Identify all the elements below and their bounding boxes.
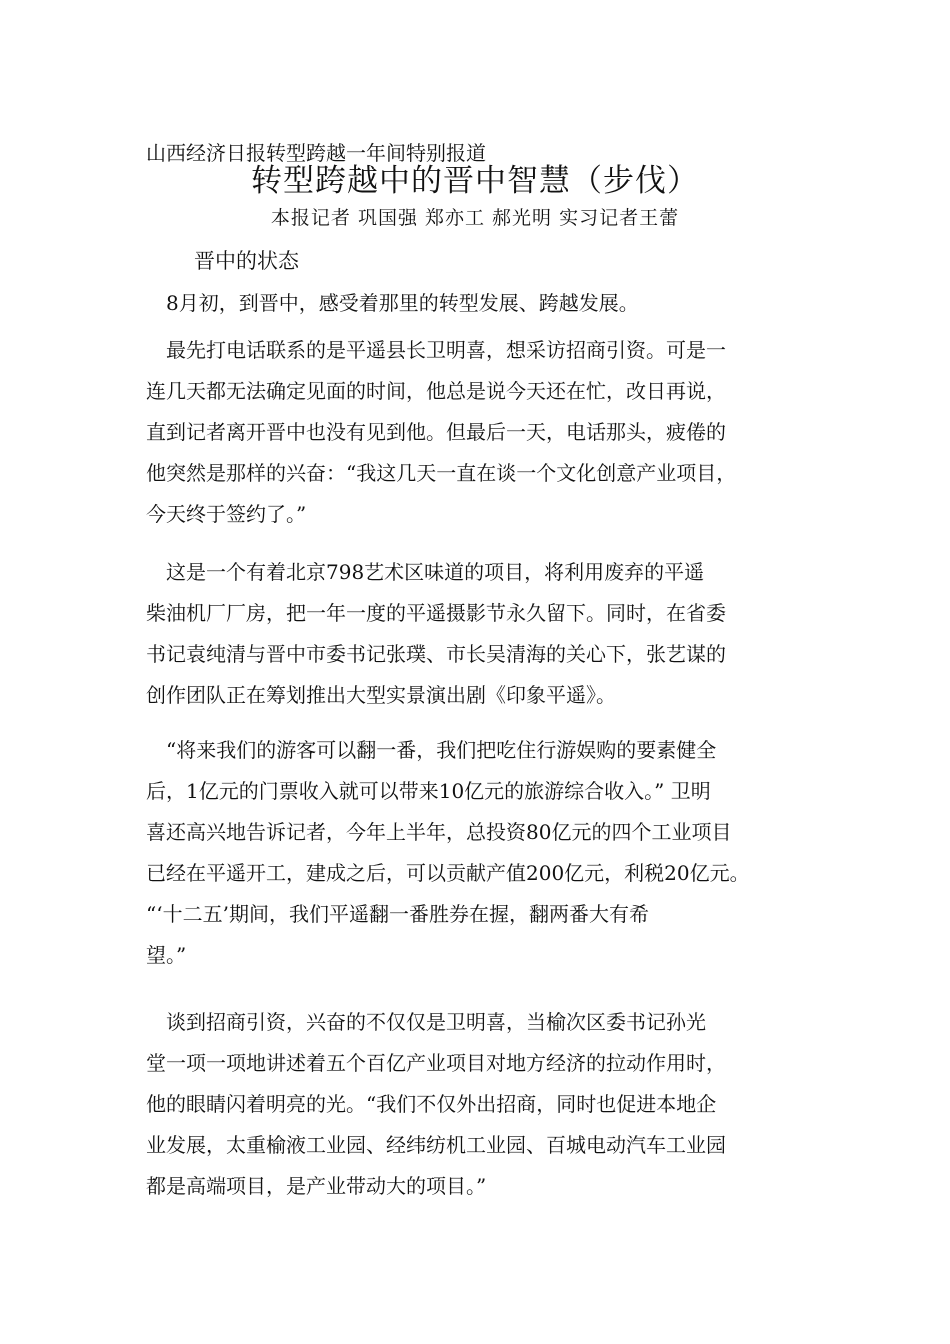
paragraph (146, 283, 808, 324)
paragraph-line: 望。” (146, 943, 187, 967)
paragraph-line: 直到记者离开晋中也没有见到他。但最后一天，电话那头，疲倦的 (146, 420, 726, 444)
paragraph-line: 谈到招商引资，兴奋的不仅仅是卫明喜，当榆次区委书记孙光 (146, 1010, 706, 1034)
paragraph-line: 今天终于签约了。” (146, 502, 307, 526)
paragraph (146, 1002, 808, 1207)
paragraph-line: “‘十二五’期间，我们平遥翻一番胜券在握，翻两番大有希 (146, 902, 649, 926)
paragraph-line: 他突然是那样的兴奋：“我这几天一直在谈一个文化创意产业项目， (146, 461, 737, 485)
paragraph-line: 后，1亿元的门票收入就可以带来10亿元的旅游综合收入。” 卫明 (146, 779, 711, 803)
paragraph (146, 330, 808, 535)
paragraph (146, 552, 808, 716)
paragraph (146, 730, 808, 976)
paragraph-line: 都是高端项目，是产业带动大的项目。” (146, 1174, 487, 1198)
paragraph-line: 已经在平遥开工，建成之后，可以贡献产值200亿元，利税20亿元。 (146, 861, 750, 885)
paragraph-line: 8月初，到晋中，感受着那里的转型发展、跨越发展。 (146, 291, 639, 315)
paragraph-line: 最先打电话联系的是平遥县长卫明喜，想采访招商引资。可是一 (146, 338, 726, 362)
paragraph-line: 连几天都无法确定见面的时间，他总是说今天还在忙，改日再说， (146, 379, 726, 403)
byline: 本报记者 巩国强 郑亦工 郝光明 实习记者王蕾 (270, 207, 680, 229)
series-label: 山西经济日报转型跨越一年间特别报道 (146, 141, 486, 165)
paragraph-line: 堂一项一项地讲述着五个百亿产业项目对地方经济的拉动作用时， (146, 1051, 726, 1075)
section-heading: 晋中的状态 (194, 249, 299, 273)
article-title: 转型跨越中的晋中智慧（步伐） (251, 163, 699, 199)
paragraph-line: 喜还高兴地告诉记者，今年上半年，总投资80亿元的四个工业项目 (146, 820, 732, 844)
paragraph-line: “将来我们的游客可以翻一番，我们把吃住行游娱购的要素健全 (146, 738, 717, 762)
paragraph-line: 创作团队正在筹划推出大型实景演出剧《印象平遥》。 (146, 683, 616, 707)
paragraph-line: 他的眼睛闪着明亮的光。“我们不仅外出招商，同时也促进本地企 (146, 1092, 717, 1116)
paragraph-line: 这是一个有着北京798艺术区味道的项目，将利用废弃的平遥 (146, 560, 705, 584)
paragraph-line: 业发展，太重榆液工业园、经纬纺机工业园、百城电动汽车工业园 (146, 1133, 726, 1157)
paragraph-line: 书记袁纯清与晋中市委书记张璞、市长吴清海的关心下，张艺谋的 (146, 642, 726, 666)
paragraph-line: 柴油机厂厂房，把一年一度的平遥摄影节永久留下。同时，在省委 (146, 601, 726, 625)
